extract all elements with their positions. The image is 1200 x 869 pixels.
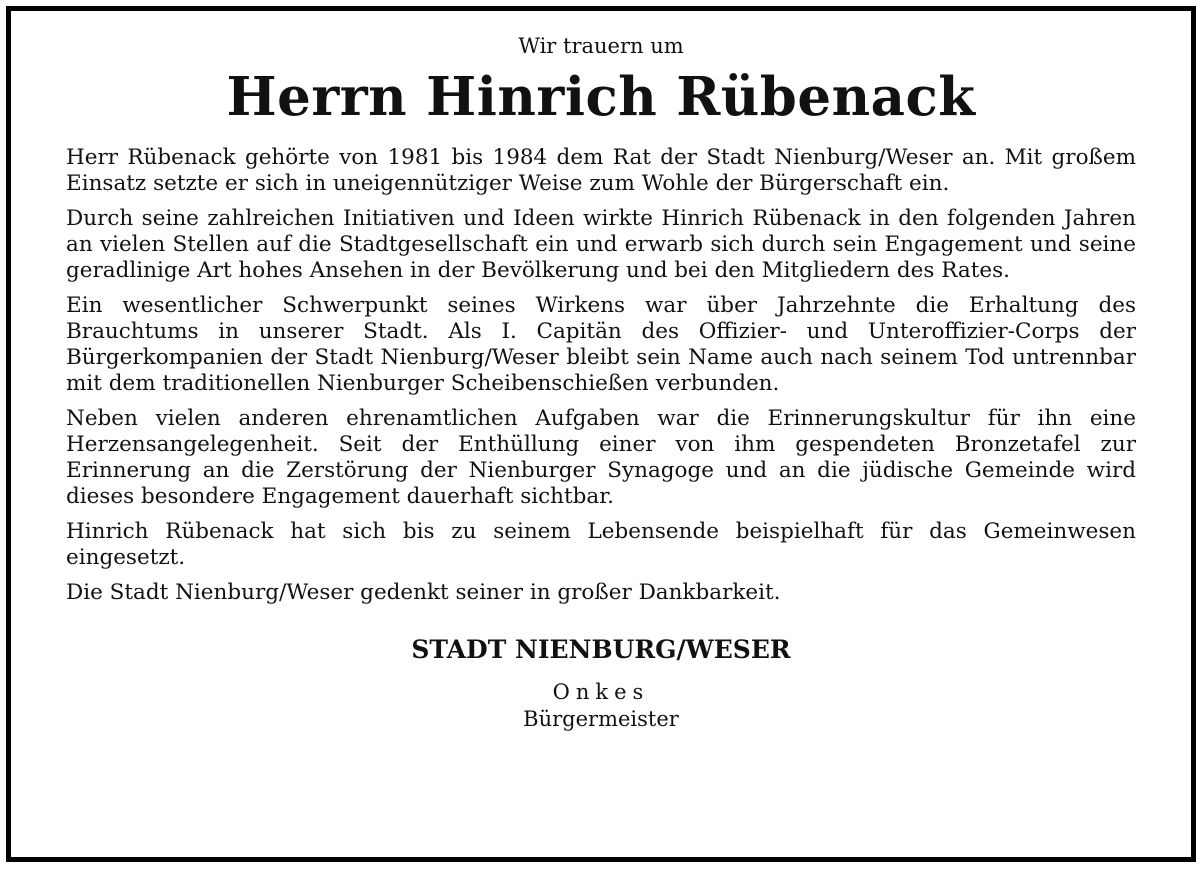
paragraph-5: Hinrich Rübenack hat sich bis zu seinem Lebensende beispielhaft für das Gemeinwesen eingesetzt. <box>66 519 1136 570</box>
paragraph-3: Ein wesentlicher Schwerpunkt seines Wirkens war über Jahrzehnte die Erhaltung des Brauchtums in unserer Stadt. Als I. Capitän des Offizier- und Unteroffizier-Corps der Bürgerkompanien der Stadt Nienburg/Weser bleibt sein Name auch nach seinem Tod untrennbar mit dem traditionellen Nienburger Scheibenschießen verbunden. <box>66 293 1136 396</box>
signer-name: Onkes <box>552 680 650 704</box>
deceased-name: Herrn Hinrich Rübenack <box>226 66 976 128</box>
paragraph-2: Durch seine zahlreichen Initiativen und Ideen wirkte Hinrich Rübenack in den folgenden Jahren an vielen Stellen auf die Stadtgesellschaft ein und erwarb sich durch sein Engagement und seine geradlinige Art hohes Ansehen in der Bevölkerung und bei den Mitgliedern des Rates. <box>66 206 1136 283</box>
obituary-notice-frame <box>6 6 1196 862</box>
obituary-content <box>66 11 1136 857</box>
paragraph-4: Neben vielen anderen ehrenamtlichen Aufgaben war die Erinnerungskultur für ihn eine Herzensangelegenheit. Seit der Enthüllung einer von ihm gespendeten Bronzetafel zur Erinnerung an die Zerstörung der Nienburger Synagoge und an die jüdische Gemeinde wird dieses besondere Engagement dauerhaft sichtbar. <box>66 406 1136 509</box>
paragraph-6: Die Stadt Nienburg/Weser gedenkt seiner in großer Dankbarkeit. <box>66 580 781 605</box>
organization-name: STADT NIENBURG/WESER <box>411 635 791 664</box>
signature-block <box>66 634 1136 732</box>
signer-title: Bürgermeister <box>523 707 679 731</box>
obituary-body <box>66 145 1136 606</box>
intro-line: Wir trauern um <box>518 34 684 58</box>
paragraph-1: Herr Rübenack gehörte von 1981 bis 1984 dem Rat der Stadt Nienburg/Weser an. Mit großem Einsatz setzte er sich in uneigennütziger Weise zum Wohle der Bürgerschaft ein. <box>66 145 1136 196</box>
